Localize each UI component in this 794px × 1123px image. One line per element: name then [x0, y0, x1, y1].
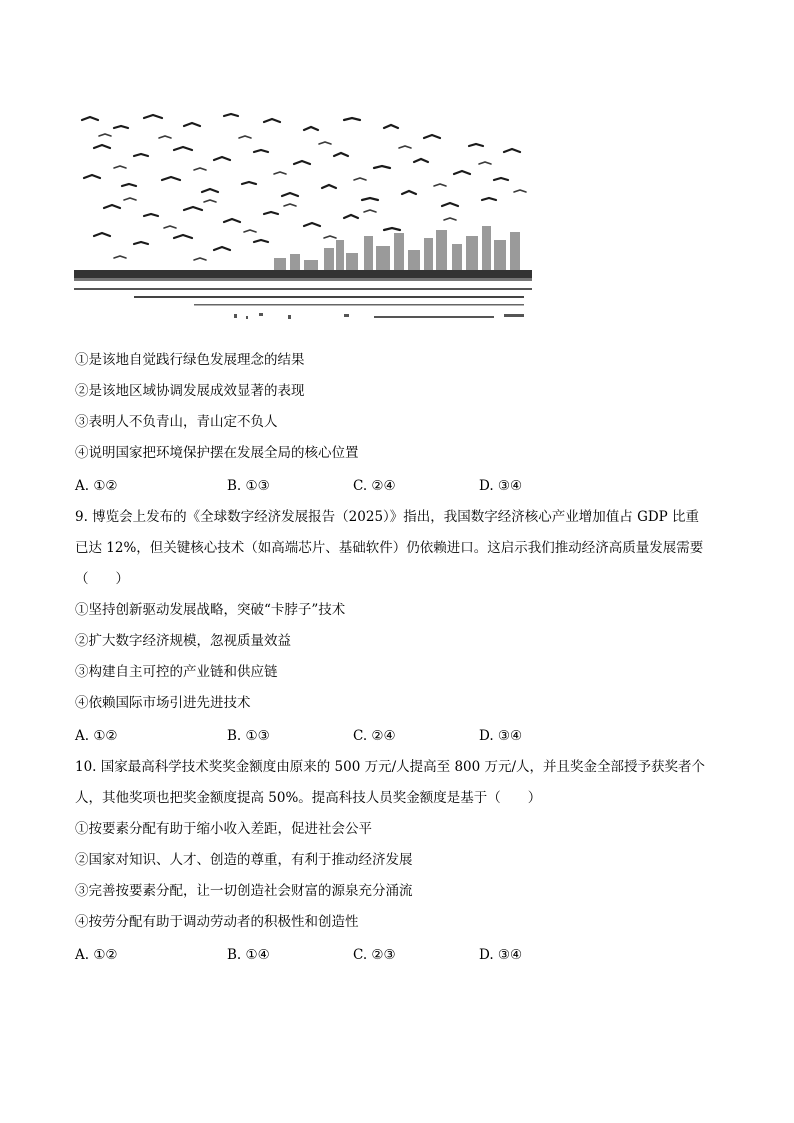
- q9-option-b[interactable]: B. ①③: [227, 728, 270, 744]
- q8-option-d[interactable]: D. ③④: [479, 478, 523, 494]
- q10-option-c[interactable]: C. ②③: [353, 947, 396, 963]
- q10-option-d[interactable]: D. ③④: [479, 947, 523, 963]
- q9-item-2: ②扩大数字经济规模，忽视质量效益: [75, 633, 291, 649]
- q9-option-d[interactable]: D. ③④: [479, 728, 523, 744]
- q9-item-3: ③构建自主可控的产业链和供应链: [75, 664, 278, 680]
- q9-option-c[interactable]: C. ②④: [353, 728, 396, 744]
- q8-item-2: ②是该地区域协调发展成效显著的表现: [75, 383, 305, 399]
- q8-item-3: ③表明人不负青山，青山定不负人: [75, 414, 278, 430]
- q8-option-b[interactable]: B. ①③: [227, 478, 270, 494]
- q10-item-2: ②国家对知识、人才、创造的尊重，有利于推动经济发展: [75, 852, 413, 868]
- q10-item-3: ③完善按要素分配，让一切创造社会财富的源泉充分涌流: [75, 883, 413, 899]
- q9-item-4: ④依赖国际市场引进先进技术: [75, 695, 251, 711]
- q9-stem-line-1: 9. 博览会上发布的《全球数字经济发展报告（2025）》指出，我国数字经济核心产业增加值占 GDP 比重: [75, 509, 700, 525]
- q10-option-a[interactable]: A. ①②: [75, 947, 118, 963]
- q8-item-4: ④说明国家把环境保护摆在发展全局的核心位置: [75, 445, 359, 461]
- q9-stem-line-3: （ ）: [75, 571, 129, 587]
- birds-over-water-photo: [74, 108, 532, 330]
- q9-option-a[interactable]: A. ①②: [75, 728, 118, 744]
- q8-option-a[interactable]: A. ①②: [75, 478, 118, 494]
- q10-stem-line-2: 人，其他奖项也把奖金额度提高 50%。提高科技人员奖金额度是基于（ ）: [75, 790, 542, 806]
- q9-item-1: ①坚持创新驱动发展战略，突破“卡脖子”技术: [75, 602, 346, 618]
- q10-stem-line-1: 10. 国家最高科学技术奖奖金额度由原来的 500 万元/人提高至 800 万元/人，并且奖金全部授予获奖者个: [75, 759, 706, 775]
- q10-item-1: ①按要素分配有助于缩小收入差距，促进社会公平: [75, 821, 372, 837]
- q10-option-b[interactable]: B. ①④: [227, 947, 270, 963]
- q8-option-c[interactable]: C. ②④: [353, 478, 396, 494]
- q10-item-4: ④按劳分配有助于调动劳动者的积极性和创造性: [75, 914, 359, 930]
- q8-item-1: ①是该地自觉践行绿色发展理念的结果: [75, 352, 305, 368]
- q9-stem-line-2: 已达 12%，但关键核心技术（如高端芯片、基础软件）仍依赖进口。这启示我们推动经济高质量发展需要: [75, 540, 704, 556]
